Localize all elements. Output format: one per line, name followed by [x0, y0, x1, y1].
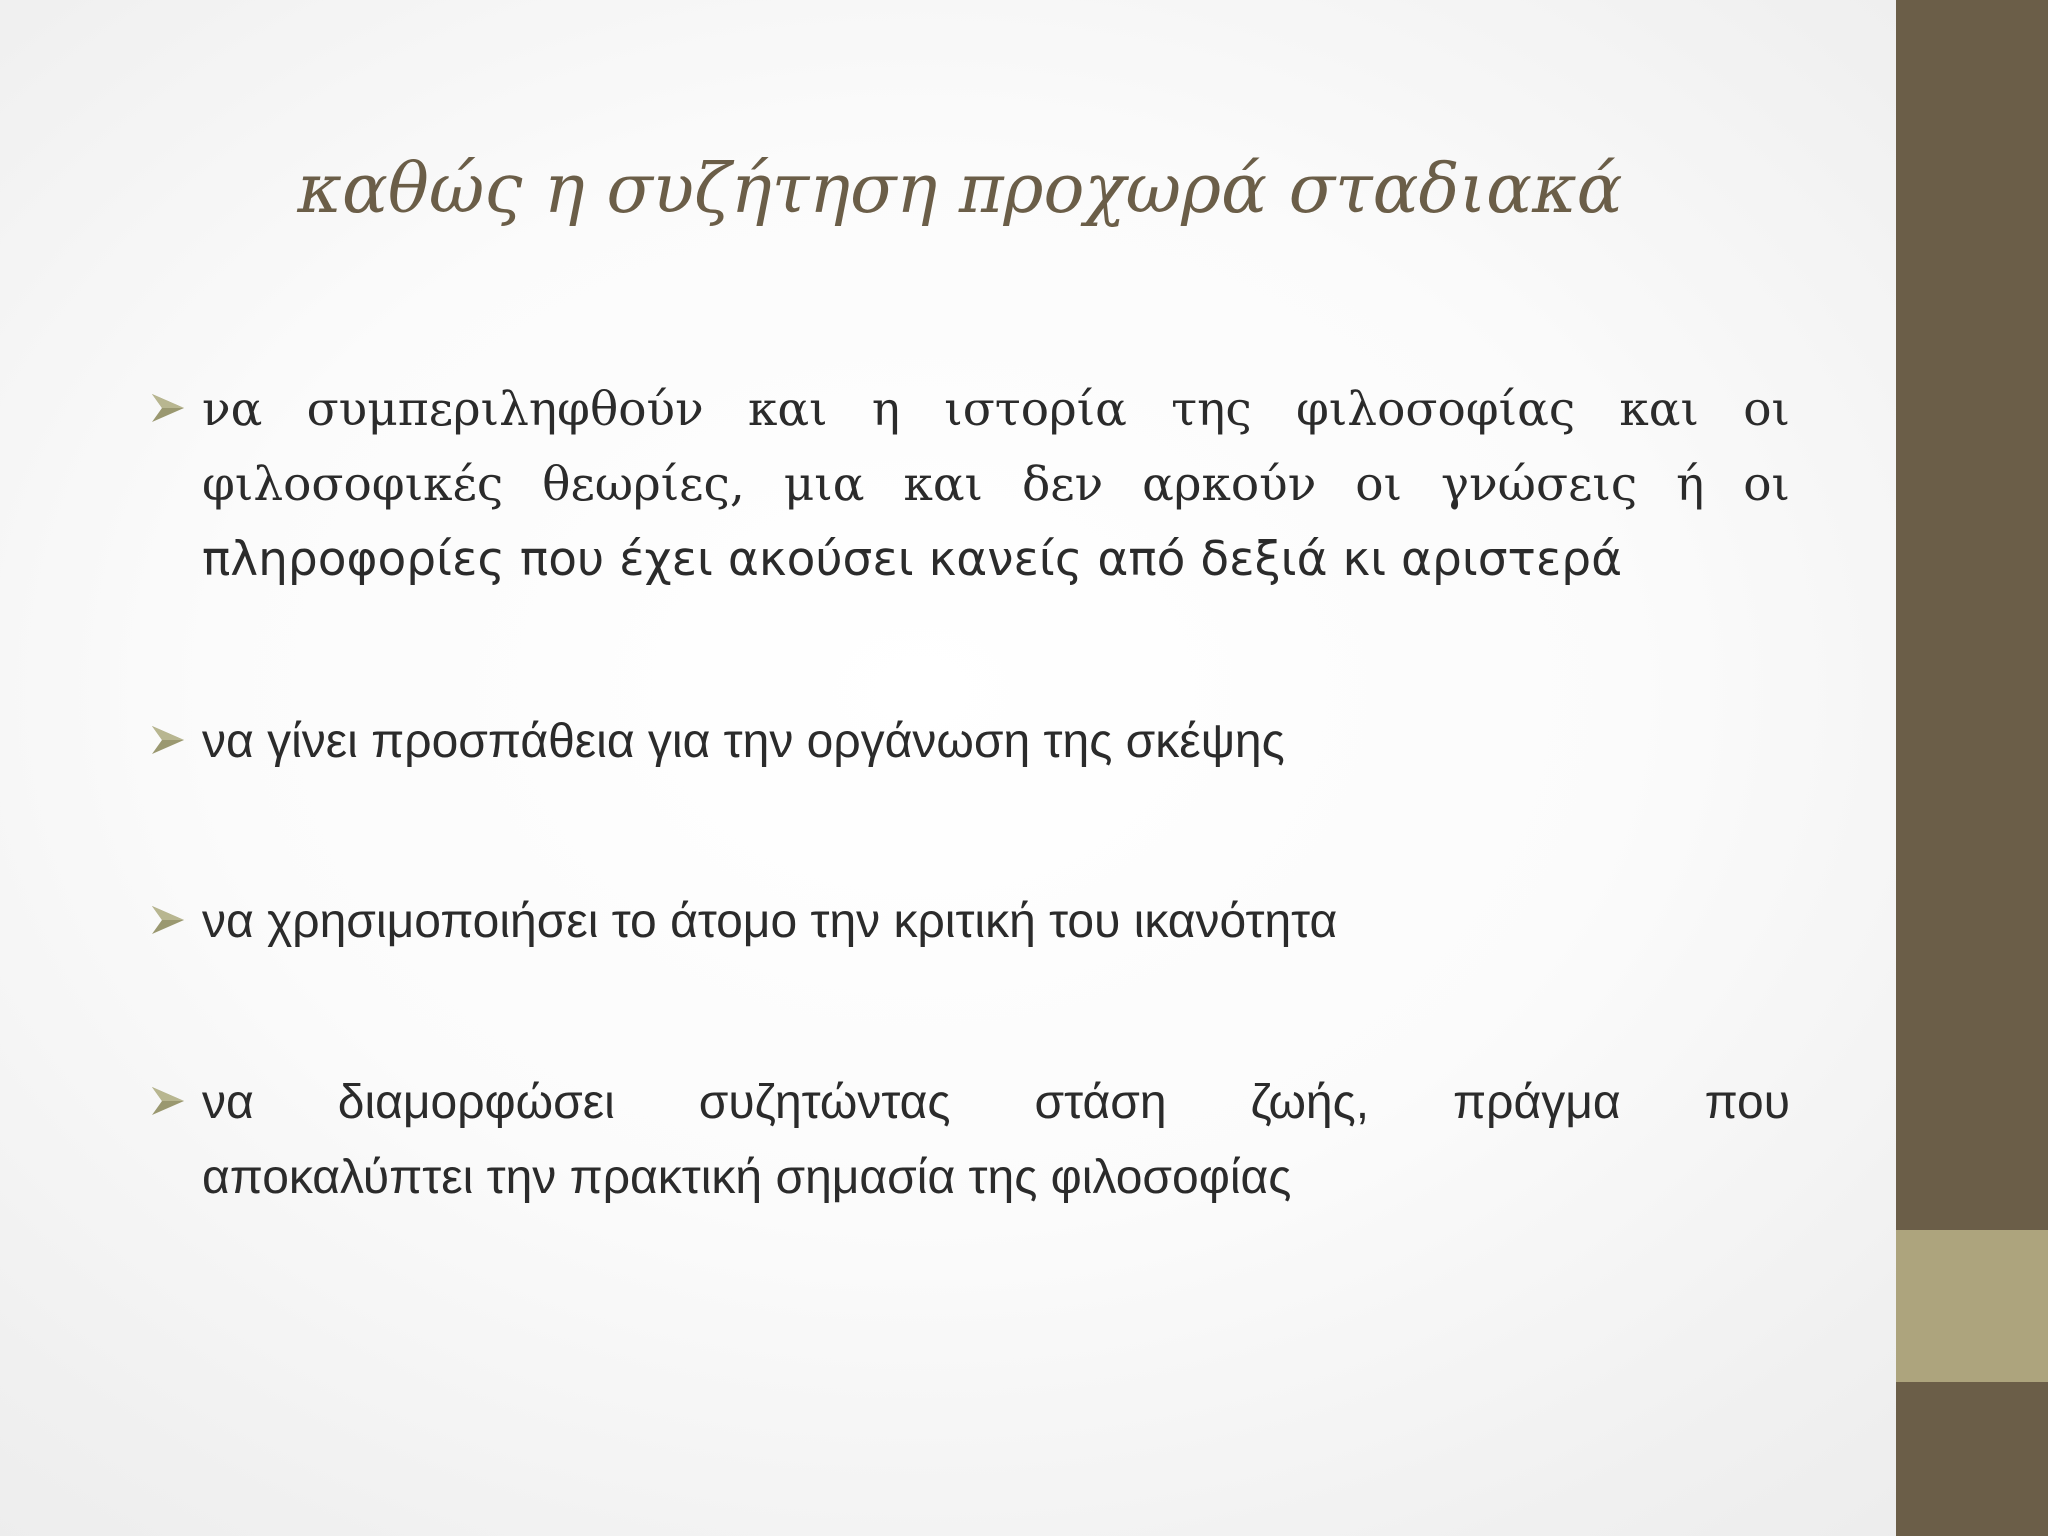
arrowhead-bullet-icon: [150, 390, 186, 426]
bullet-item-1: [150, 372, 1790, 597]
slide-title: καθώς η συζήτηση προχωρά σταδιακά: [297, 150, 1623, 229]
bullet-3-line-1: να χρησιμοποιήσει το άτομο την κριτική του ικανότητα: [202, 895, 1338, 948]
bullet-text-1: [202, 372, 1790, 597]
bullet-4-line-2: αποκαλύπτει την πρακτική σημασία της φιλοσοφίας: [202, 1151, 1292, 1204]
bullet-item-4: [150, 1065, 1790, 1215]
side-bar-accent: [1896, 1230, 2048, 1382]
bullet-item-3: [150, 884, 1790, 959]
arrowhead-bullet-icon: [150, 902, 186, 938]
bullet-text-2: [202, 704, 1790, 779]
bullet-item-2: [150, 704, 1790, 779]
bullet-1-line-1: να συμπεριληφθούν και η ιστορία της φιλοσοφίας και οι: [202, 382, 1790, 437]
arrowhead-bullet-icon: [150, 722, 186, 758]
bullet-1-line-2: φιλοσοφικές θεωρίες, μια και δεν αρκούν οι γνώσεις ή οι: [202, 457, 1790, 512]
bullet-text-3: [202, 884, 1790, 959]
bullet-1-line-3: πληροφορίες που έχει ακούσει κανείς από δεξιά κι αριστερά: [202, 532, 1623, 587]
bullet-4-line-1: να διαμορφώσει συζητώντας στάση ζωής, πράγμα που: [202, 1076, 1790, 1129]
bullet-text-4: [202, 1065, 1790, 1215]
arrowhead-bullet-icon: [150, 1083, 186, 1119]
bullet-2-line-1: να γίνει προσπάθεια για την οργάνωση της σκέψης: [202, 715, 1285, 768]
